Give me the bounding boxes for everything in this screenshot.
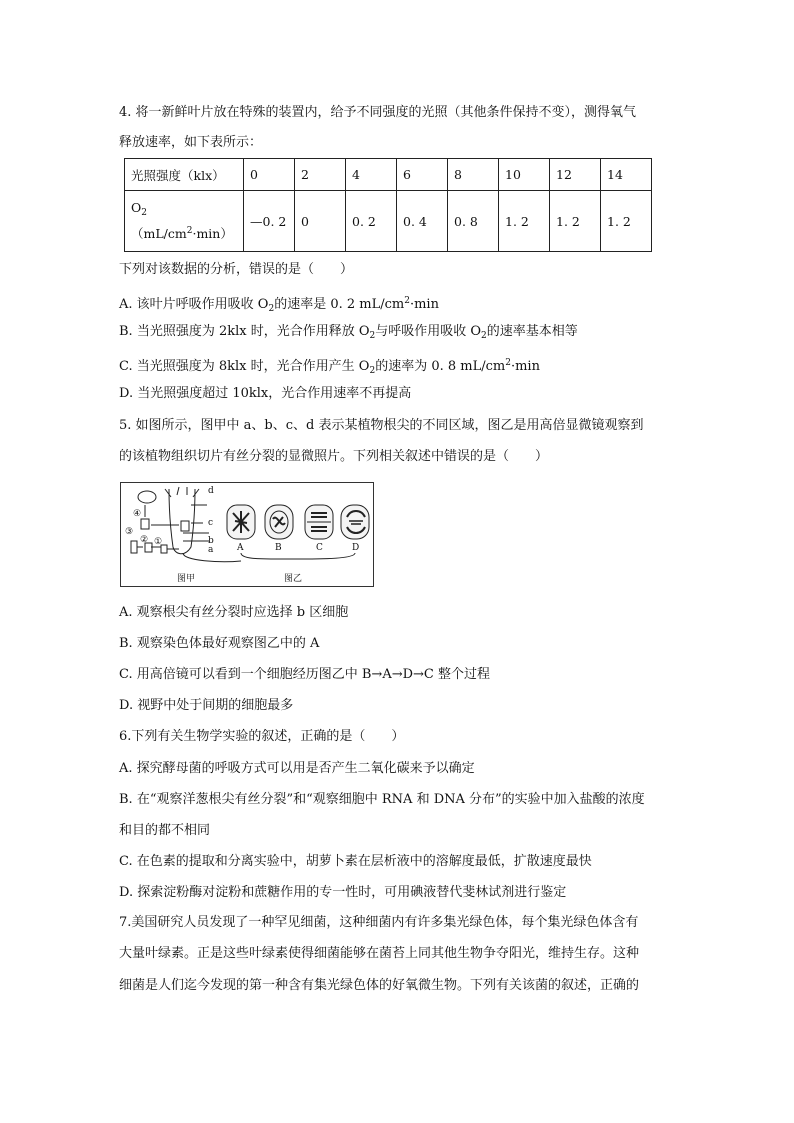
table-cell: 10 <box>499 159 550 191</box>
table-cell: 0 <box>295 191 346 252</box>
table-row <box>125 159 652 191</box>
table-cell: 0. 2 <box>346 191 397 252</box>
q5-stem-line1: 5. 如图所示，图甲中 a、b、c、d 表示某植物根尖的不同区域，图乙是用高倍显微镜观察到 <box>119 418 644 433</box>
figure-caption-right: 图乙 <box>284 574 303 584</box>
q4-option-a: A. 该叶片呼吸作用吸收 $O_2$的速率是 0. 2 $mL/cm^2\cdot\min$ <box>119 296 439 314</box>
cell-label: D <box>352 543 360 553</box>
table-cell: 14 <box>601 159 652 191</box>
q6-option-b-line1: B. 在“观察洋葱根尖有丝分裂”和“观察细胞中 RNA 和 DNA 分布”的实验中加入盐酸的浓度 <box>119 792 645 807</box>
figure-caption-left: 图甲 <box>177 574 196 584</box>
q6-option-d: D. 探索淀粉酶对淀粉和蔗糖作用的专一性时，可用碘液替代斐林试剂进行鉴定 <box>119 885 567 900</box>
table-cell: 2 <box>295 159 346 191</box>
table-header-light: 光照强度（klx） <box>125 159 244 191</box>
q4-option-c: C. 当光照强度为 8klx 时，光合作用产生 $O_2$的速率为 0. 8 $mL/cm^2\cdot\min$ <box>119 358 540 376</box>
table-cell: 0 <box>244 159 295 191</box>
cell-label: B <box>275 543 282 553</box>
q4-stem-line1: 4. 将一新鲜叶片放在特殊的装置内，给予不同强度的光照（其他条件保持不变），测得氧气 <box>119 105 637 120</box>
region-label: d <box>208 486 214 496</box>
q6-option-b-line2: 和目的都不相同 <box>119 823 211 838</box>
table-row <box>125 191 652 252</box>
q6-stem: 6.下列有关生物学实验的叙述，正确的是（ ） <box>119 729 405 744</box>
cell-b <box>265 505 293 539</box>
table-cell: 6 <box>397 159 448 191</box>
q5-option-c: C. 用高倍镜可以看到一个细胞经历图乙中 B→A→D→C 整个过程 <box>119 667 491 682</box>
cell-d <box>341 505 369 539</box>
q6-option-c: C. 在色素的提取和分离实验中，胡萝卜素在层析液中的溶解度最低，扩散速度最快 <box>119 854 592 869</box>
region-label: b <box>208 536 214 546</box>
q4-option-d: D. 当光照强度超过 10klx，光合作用速率不再提高 <box>119 386 412 401</box>
q5-option-d: D. 视野中处于间期的细胞最多 <box>119 698 294 713</box>
q4-question: 下列对该数据的分析，错误的是（ ） <box>119 262 354 277</box>
table-cell: 8 <box>448 159 499 191</box>
step-label: ② <box>140 535 149 545</box>
table-header-o2: $O_2$ $(mL/cm^2\cdot\min)$ <box>125 191 244 252</box>
q4-stem-line2: 释放速率，如下表所示： <box>119 135 263 150</box>
table-cell: 12 <box>550 159 601 191</box>
q5-option-b: B. 观察染色体最好观察图乙中的 A <box>119 636 320 651</box>
table-cell: 0. 4 <box>397 191 448 252</box>
mitosis-figure <box>120 482 374 587</box>
step-label: ① <box>154 537 163 547</box>
q7-line1: 7.美国研究人员发现了一种罕见细菌，这种细菌内有许多集光绿色体，每个集光绿色体含有 <box>119 915 639 930</box>
table-cell: 1. 2 <box>550 191 601 252</box>
q7-line2: 大量叶绿素。正是这些叶绿素使得细菌能够在菌苔上同其他生物争夺阳光，维持生存。这种 <box>119 946 640 961</box>
cell-c <box>305 505 333 539</box>
table-cell: 4 <box>346 159 397 191</box>
region-label: a <box>208 545 214 555</box>
cell-label: A <box>237 543 244 553</box>
root-tip-diagram <box>121 483 373 586</box>
table-cell: 1. 2 <box>499 191 550 252</box>
region-label: c <box>208 518 214 528</box>
q6-option-a: A. 探究酵母菌的呼吸方式可以用是否产生二氧化碳来予以确定 <box>119 761 475 776</box>
cell-label: C <box>316 543 323 553</box>
q4-option-b: B. 当光照强度为 2klx 时，光合作用释放 $O_2$与呼吸作用吸收 $O_2$的速率基本相等 <box>119 324 578 341</box>
light-intensity-table <box>124 158 652 252</box>
table-cell: —0. 2 <box>244 191 295 252</box>
table-cell: 1. 2 <box>601 191 652 252</box>
table-cell: 0. 8 <box>448 191 499 252</box>
step-label: ④ <box>133 509 142 519</box>
q5-option-a: A. 观察根尖有丝分裂时应选择 b 区细胞 <box>119 605 349 620</box>
cell-a <box>227 505 255 539</box>
q7-line3: 细菌是人们迄今发现的第一种含有集光绿色体的好氧微生物。下列有关该菌的叙述，正确的 <box>119 978 640 993</box>
q5-stem-line2: 的该植物组织切片有丝分裂的显微照片。下列相关叙述中错误的是（ ） <box>119 449 549 464</box>
step-label: ③ <box>125 527 134 537</box>
